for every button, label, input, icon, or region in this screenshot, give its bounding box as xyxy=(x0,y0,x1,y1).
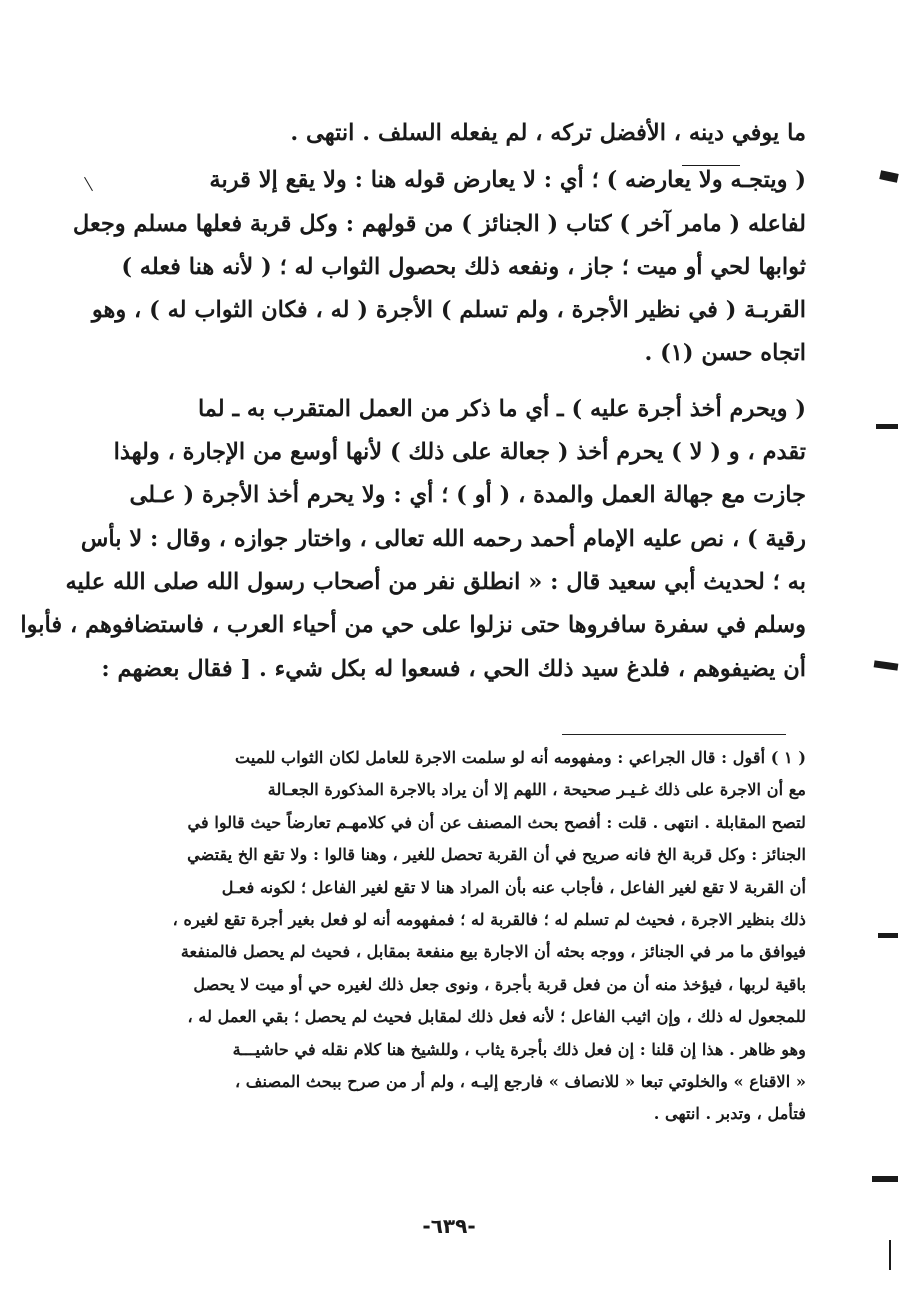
footnote-line: للمجعول له ذلك ، وإن اثيب الفاعل ؛ لأنه فعل ذلك لمقابل فحيث لم يحصل ؛ بقي العمل له ، xyxy=(187,1007,806,1027)
scan-mark xyxy=(889,1240,891,1270)
page-number: -٦٣٩- xyxy=(422,1214,476,1238)
text-line: جازت مع جهالة العمل والمدة ، ( أو ) ؛ أي : ولا يحرم أخذ الأجرة ( عـلى xyxy=(129,482,806,509)
text-line: ثوابها لحي أو ميت ؛ جاز ، ونفعه ذلك بحصول الثواب له ؛ ( لأنه هنا فعله ) xyxy=(121,253,806,280)
text-line: به ؛ لحديث أبي سعيد قال : « انطلق نفر من أصحاب رسول الله صلى الله عليه xyxy=(65,568,806,595)
scan-mark xyxy=(872,1176,898,1182)
text-line: اتجاه حسن (١) . xyxy=(644,340,806,367)
footnote-line: فيوافق ما مر في الجنائز ، ووجه بحثه أن الاجارة بيع منفعة بمقابل ، فحيث لم يحصل فالمنفعة xyxy=(180,942,806,962)
footnote-divider xyxy=(562,734,786,735)
text-line: وسلم في سفرة سافروها حتى نزلوا على حي من أحياء العرب ، فاستضافوهم ، فأبوا xyxy=(20,612,806,639)
footnote-line: باقية لربها ، فيؤخذ منه أن من فعل قربة بأجرة ، ونوى جعل ذلك لغيره حي أو ميت لا يحصل xyxy=(193,974,806,994)
scan-mark xyxy=(874,660,899,670)
text-line: رقية ) ، نص عليه الإمام أحمد رحمه الله تعالى ، واختار جوازه ، وقال : لا بأس xyxy=(80,525,806,552)
text-line: القربـة ( في نظير الأجرة ، ولم تسلم ) الأجرة ( له ، فكان الثواب له ) ، وهو xyxy=(91,297,806,324)
footnote-line: لتصح المقابلة . انتهى . قلت : أفصح بحث المصنف عن أن في كلامهـم تعارضاً حيث قالوا في xyxy=(187,812,806,832)
text-line: ( ويتجـه ولا يعارضه ) ؛ أي : لا يعارض قوله هنا : ولا يقع إلا قربة xyxy=(209,167,806,194)
footnote-line: أن القربة لا تقع لغير الفاعل ، فأجاب عنه بأن المراد هنا لا تقع لغير الفاعل ؛ لكونه فعـل xyxy=(221,877,806,897)
footnote-text xyxy=(110,742,806,1131)
footnote-line: ذلك بنظير الاجرة ، فحيث لم تسلم له ؛ فالقربة له ؛ فمفهومه أنه لو فعل بغير أجرة تقع لغيره ، xyxy=(172,910,806,930)
footnote-line: وهو ظاهر . هذا إن قلنا : إن فعل ذلك بأجرة يثاب ، وللشيخ هنا كلام نقله في حاشيـــة xyxy=(232,1039,806,1059)
scan-mark xyxy=(84,177,93,191)
text-line: لفاعله ( مامر آخر ) كتاب ( الجنائز ) من قولهم : وكل قربة فعلها مسلم وجعل xyxy=(72,210,806,237)
paragraph-ittijah xyxy=(72,159,806,375)
text-line: أن يضيفوهم ، فلدغ سيد ذلك الحي ، فسعوا له بكل شيء . [ فقال بعضهم : xyxy=(101,655,806,682)
footnote-line: الجنائز : وكل قربة الخ فانه صريح في أن القربة تحصل للغير ، وهنا قالوا : ولا تقع الخ يقتضي xyxy=(187,845,806,865)
footnote-line: ( ١ ) أقول : قال الجراعي : ومفهومه أنه لو سلمت الاجرة للعامل لكان الثواب للميت xyxy=(234,748,806,767)
text-line: ما يوفي دينه ، الأفضل تركه ، لم يفعله السلف . انتهى . xyxy=(290,120,806,146)
paragraph-intro xyxy=(100,112,806,155)
paragraph-ujra xyxy=(20,388,806,691)
footnote-line: « الاقناع » والخلوتي تبعا « للانصاف » فارجع إليـه ، ولم أر من صرح ببحث المصنف ، xyxy=(234,1072,806,1092)
scan-mark xyxy=(879,170,898,183)
footnote-line: مع أن الاجرة على ذلك غـيـر صحيحة ، اللهم إلا أن يراد بالاجرة المذكورة الجعـالة xyxy=(267,780,806,800)
scan-mark xyxy=(682,165,740,166)
scan-mark xyxy=(876,424,898,429)
footnote-line: فتأمل ، وتدبر . انتهى . xyxy=(653,1104,806,1124)
text-line: ( ويحرم أخذ أجرة عليه ) ـ أي ما ذكر من العمل المتقرب به ـ لما xyxy=(197,395,806,422)
scan-mark xyxy=(878,933,898,938)
text-line: تقدم ، و ( لا ) يحرم أخذ ( جعالة على ذلك ) لأنها أوسع من الإجارة ، ولهذا xyxy=(113,439,806,466)
main-body-text xyxy=(20,112,806,691)
